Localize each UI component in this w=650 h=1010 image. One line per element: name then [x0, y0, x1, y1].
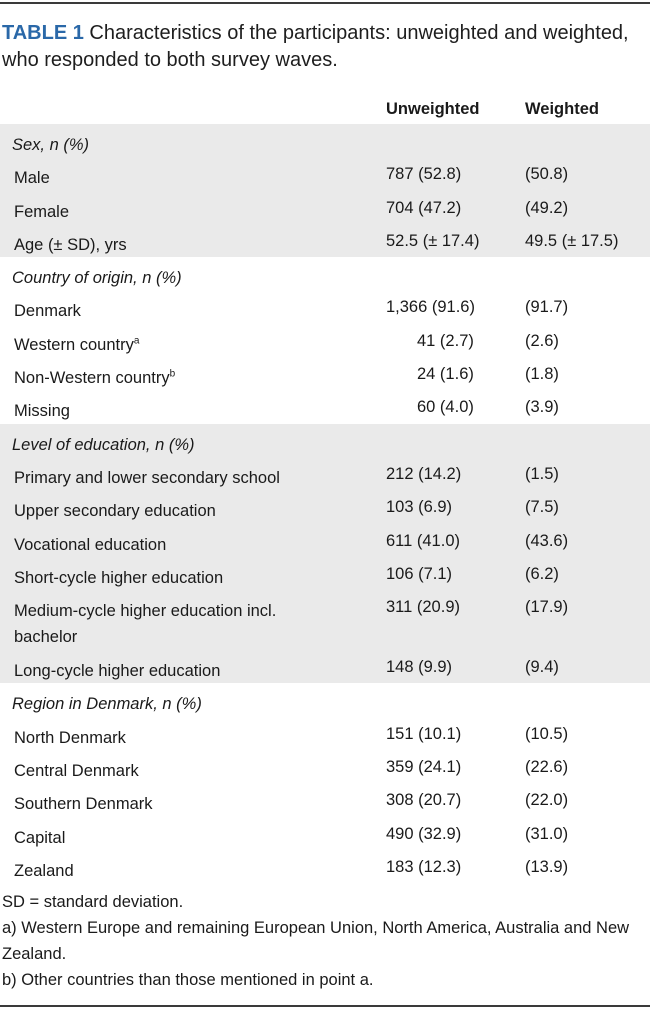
cell-weighted: (91.7): [525, 298, 569, 317]
footnote: a) Western Europe and remaining European Union, North America, Australia and New Zealand.: [2, 919, 630, 963]
cell-unweighted: 611 (41.0): [386, 531, 460, 550]
cell-weighted: (9.4): [525, 658, 559, 677]
section-header-row: [0, 257, 650, 290]
section-label: [12, 691, 342, 717]
table-header: [0, 96, 650, 124]
table-row: [0, 557, 650, 590]
footnotes: [2, 889, 642, 993]
cell-unweighted: 308 (20.7): [386, 791, 462, 810]
row-label-text: Level of education, n (%): [12, 435, 195, 454]
row-label-text: Female: [14, 202, 70, 221]
row-label: [14, 498, 344, 524]
row-label-text: Short-cycle higher education: [14, 568, 224, 587]
row-label-text: Western country: [14, 335, 134, 354]
row-label: [14, 858, 344, 884]
cell-unweighted: 151 (10.1): [386, 724, 462, 743]
row-label: [14, 758, 344, 784]
section-header-row: [0, 683, 650, 716]
cell-weighted: (1.5): [525, 464, 559, 483]
cell-weighted: (2.6): [525, 331, 559, 350]
row-label-text: Non-Western country: [14, 369, 170, 388]
caption-text: Characteristics of the participants: unweighted and weighted, who responded to both survey waves.: [2, 22, 629, 71]
table-row: [0, 817, 650, 850]
row-label-text: Long-cycle higher education: [14, 662, 221, 681]
footnote-marker: b: [169, 368, 176, 380]
table-row: [0, 490, 650, 523]
cell-unweighted: 24 (1.6): [417, 365, 474, 384]
footnote: b) Other countries than those mentioned in point a.: [2, 971, 374, 989]
row-label-text: Male: [14, 169, 50, 188]
section-label: [12, 132, 342, 158]
cell-weighted: (13.9): [525, 857, 569, 876]
table-row: [0, 783, 650, 816]
row-label-text: Country of origin, n (%): [12, 269, 182, 288]
cell-weighted: (22.6): [525, 758, 569, 777]
table-row: [0, 324, 650, 357]
row-label-text: Capital: [14, 828, 66, 847]
cell-weighted: 49.5 (± 17.5): [525, 231, 619, 250]
row-label-text: North Denmark: [14, 728, 126, 747]
row-label: [14, 298, 344, 324]
row-label-text: Primary and lower secondary school: [14, 468, 280, 487]
cell-weighted: (3.9): [525, 398, 559, 417]
cell-unweighted: 490 (32.9): [386, 824, 462, 843]
cell-weighted: (22.0): [525, 791, 569, 810]
table-row: [0, 191, 650, 224]
row-label: [14, 165, 344, 191]
table-row: [0, 590, 650, 650]
row-label-text: Missing: [14, 402, 70, 421]
cell-weighted: (17.9): [525, 598, 569, 617]
section-header-row: [0, 424, 650, 457]
cell-weighted: (7.5): [525, 498, 559, 517]
row-label: [14, 465, 344, 491]
cell-unweighted: 41 (2.7): [417, 331, 474, 350]
cell-unweighted: 787 (52.8): [386, 165, 462, 184]
section-label: [12, 265, 342, 291]
row-label-text: Vocational education: [14, 535, 167, 554]
row-label: [14, 658, 344, 684]
row-label-text: Region in Denmark, n (%): [12, 695, 202, 714]
table-label: TABLE 1: [2, 22, 84, 44]
cell-weighted: (50.8): [525, 165, 569, 184]
cell-unweighted: 148 (9.9): [386, 658, 453, 677]
row-label-text: Age (± SD), yrs: [14, 235, 127, 254]
row-label: [14, 365, 344, 391]
column-header-unweighted: Unweighted: [386, 100, 480, 118]
row-label-text: Sex, n (%): [12, 136, 90, 154]
row-label: [14, 565, 344, 591]
table-row: [0, 390, 650, 423]
row-label: [14, 232, 344, 258]
cell-unweighted: 52.5 (± 17.4): [386, 231, 480, 250]
table-row: [0, 650, 650, 683]
row-label-text: Upper secondary education: [14, 502, 216, 521]
cell-unweighted: 103 (6.9): [386, 498, 453, 517]
table-row: [0, 457, 650, 490]
row-label: [14, 199, 344, 225]
row-label: [14, 332, 344, 358]
row-label: [14, 398, 344, 424]
row-label: [14, 825, 344, 851]
footnote-marker: a: [133, 335, 140, 347]
cell-weighted: (6.2): [525, 564, 559, 583]
bottom-rule: [0, 1005, 650, 1007]
cell-weighted: (10.5): [525, 724, 569, 743]
table-row: [0, 750, 650, 783]
row-label: [14, 791, 344, 817]
row-label-text: Denmark: [14, 302, 81, 321]
section-label: [12, 432, 342, 458]
row-label-text: Central Denmark: [14, 762, 139, 781]
cell-unweighted: 359 (24.1): [386, 758, 462, 777]
row-label: [14, 532, 344, 558]
table-row: [0, 524, 650, 557]
column-header-weighted: Weighted: [525, 100, 599, 118]
table-row: [0, 157, 650, 190]
table-row: [0, 850, 650, 883]
cell-weighted: (31.0): [525, 824, 569, 843]
table-row: [0, 357, 650, 390]
cell-unweighted: 704 (47.2): [386, 198, 462, 217]
cell-weighted: (49.2): [525, 198, 569, 217]
footnote: SD = standard deviation.: [2, 893, 184, 911]
table-caption: [2, 20, 642, 74]
section-header-row: [0, 124, 650, 157]
row-label: [14, 725, 344, 751]
row-label-text: Zealand: [14, 861, 74, 880]
cell-weighted: (1.8): [525, 365, 559, 384]
cell-weighted: (43.6): [525, 531, 569, 550]
cell-unweighted: 1,366 (91.6): [386, 298, 475, 317]
table-body: [0, 124, 650, 883]
row-label-text: Southern Denmark: [14, 795, 153, 814]
top-rule: [0, 2, 650, 4]
table-row: [0, 290, 650, 323]
cell-unweighted: 106 (7.1): [386, 564, 453, 583]
cell-unweighted: 60 (4.0): [417, 398, 474, 417]
cell-unweighted: 212 (14.2): [386, 464, 462, 483]
table-row: [0, 224, 650, 257]
cell-unweighted: 311 (20.9): [386, 598, 460, 617]
row-label-text: Medium-cycle higher education incl. bachelor: [14, 602, 277, 647]
row-label: [14, 598, 344, 650]
table-row: [0, 717, 650, 750]
cell-unweighted: 183 (12.3): [386, 857, 462, 876]
